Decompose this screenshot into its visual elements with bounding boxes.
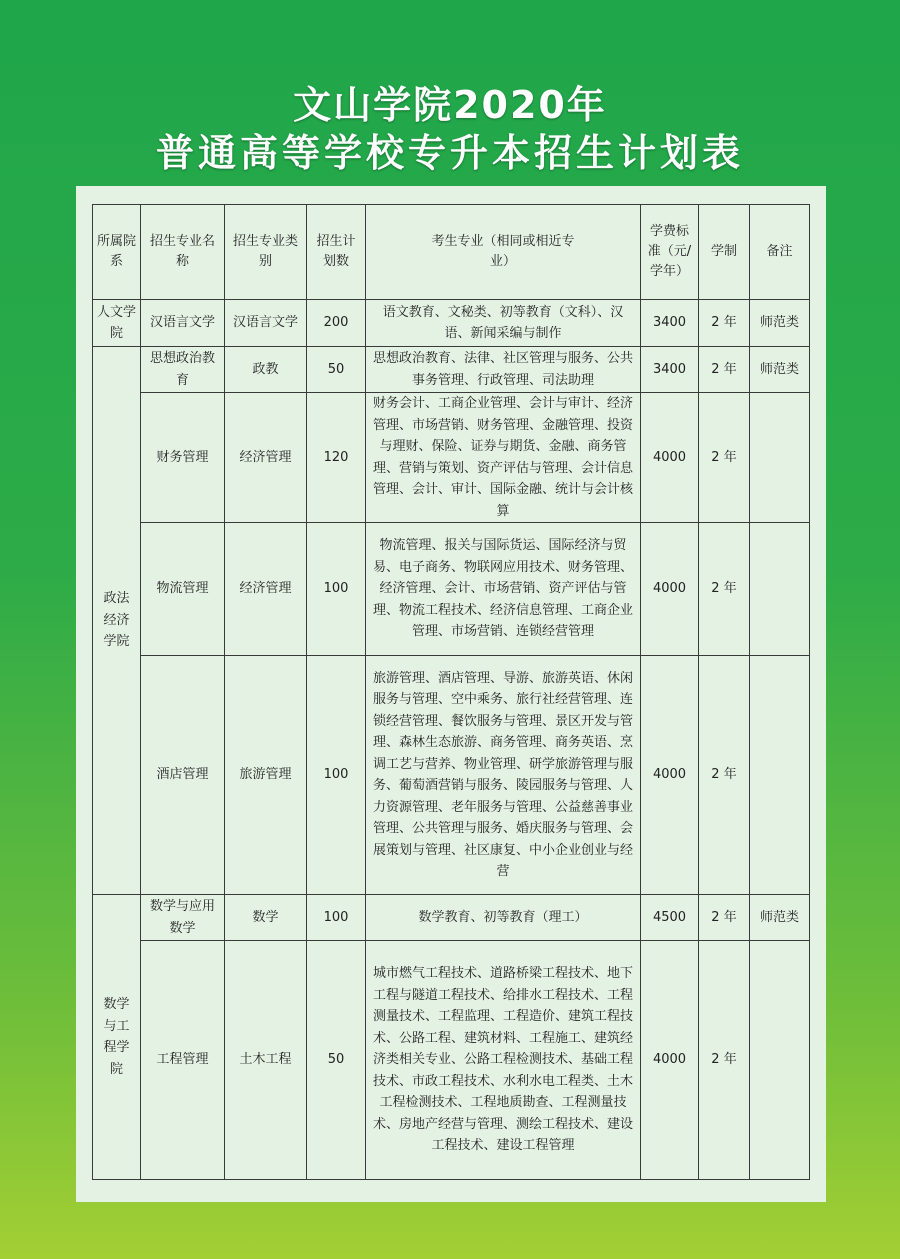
remark-cell: 师范类 — [750, 347, 810, 393]
table-row — [93, 895, 810, 941]
plan-count-cell: 100 — [307, 895, 366, 941]
duration-cell: 2 年 — [699, 393, 750, 523]
college-cell: 数学与工程学院 — [93, 895, 141, 1180]
source-major-cell: 思想政治教育、法律、社区管理与服务、公共事务管理、行政管理、司法助理 — [366, 347, 641, 393]
tuition-cell: 4000 — [641, 393, 699, 523]
tuition-cell: 3400 — [641, 300, 699, 347]
table-row — [93, 656, 810, 895]
title-line-1: 文山学院2020年 — [293, 83, 607, 127]
major-name-cell: 财务管理 — [141, 393, 225, 523]
duration-cell: 2 年 — [699, 347, 750, 393]
college-cell: 政法经济学院 — [93, 347, 141, 895]
header-major-name: 招生专业名称 — [141, 205, 225, 300]
remark-cell — [750, 656, 810, 895]
title-line-2: 普通高等学校专升本招生计划表 — [155, 131, 744, 175]
major-category-cell: 经济管理 — [225, 523, 307, 656]
tuition-cell: 4000 — [641, 523, 699, 656]
plan-count-cell: 50 — [307, 347, 366, 393]
major-name-cell: 思想政治教育 — [141, 347, 225, 393]
remark-cell: 师范类 — [750, 300, 810, 347]
remark-cell — [750, 523, 810, 656]
major-name-cell: 酒店管理 — [141, 656, 225, 895]
duration-cell: 2 年 — [699, 895, 750, 941]
remark-cell — [750, 393, 810, 523]
header-plan-count: 招生计划数 — [307, 205, 366, 300]
table-row — [93, 941, 810, 1180]
major-name-cell: 汉语言文学 — [141, 300, 225, 347]
header-major-category: 招生专业类别 — [225, 205, 307, 300]
tuition-cell: 4000 — [641, 656, 699, 895]
source-major-cell: 物流管理、报关与国际货运、国际经济与贸易、电子商务、物联网应用技术、财务管理、经济管理、会计、市场营销、资产评估与管理、物流工程技术、经济信息管理、工商企业管理、市场营销、连锁经营管理 — [366, 523, 641, 656]
source-major-cell: 城市燃气工程技术、道路桥梁工程技术、地下工程与隧道工程技术、给排水工程技术、工程测量技术、工程监理、工程造价、建筑工程技术、公路工程、建筑材料、工程施工、建筑经济类相关专业、公路工程检测技术、基础工程技术、市政工程技术、水利水电工程类、土木工程检测技术、工程地质勘查、工程测量技术、房地产经营与管理、测绘工程技术、建设工程技术、建设工程管理 — [366, 941, 641, 1180]
plan-count-cell: 100 — [307, 523, 366, 656]
duration-cell: 2 年 — [699, 656, 750, 895]
enrollment-plan-table — [92, 204, 810, 1180]
tuition-cell: 3400 — [641, 347, 699, 393]
source-major-cell: 财务会计、工商企业管理、会计与审计、经济管理、市场营销、财务管理、金融管理、投资与理财、保险、证券与期货、金融、商务管理、营销与策划、资产评估与管理、会计信息管理、会计、审计、国际金融、统计与会计核算 — [366, 393, 641, 523]
remark-cell: 师范类 — [750, 895, 810, 941]
duration-cell: 2 年 — [699, 523, 750, 656]
header-source-major: 考生专业（相同或相近专业） — [366, 205, 641, 300]
header-college: 所属院系 — [93, 205, 141, 300]
remark-cell — [750, 941, 810, 1180]
table-row — [93, 300, 810, 347]
source-major-cell: 语文教育、文秘类、初等教育（文科）、汉语、新闻采编与制作 — [366, 300, 641, 347]
plan-count-cell: 50 — [307, 941, 366, 1180]
table-header-row — [93, 205, 810, 300]
header-tuition: 学费标准（元/学年） — [641, 205, 699, 300]
table-row — [93, 393, 810, 523]
plan-count-cell: 200 — [307, 300, 366, 347]
major-category-cell: 数学 — [225, 895, 307, 941]
major-name-cell: 物流管理 — [141, 523, 225, 656]
source-major-cell: 数学教育、初等教育（理工） — [366, 895, 641, 941]
major-category-cell: 政教 — [225, 347, 307, 393]
tuition-cell: 4500 — [641, 895, 699, 941]
major-category-cell: 土木工程 — [225, 941, 307, 1180]
duration-cell: 2 年 — [699, 300, 750, 347]
major-name-cell: 数学与应用数学 — [141, 895, 225, 941]
table-row — [93, 347, 810, 393]
college-cell: 人文学院 — [93, 300, 141, 347]
duration-cell: 2 年 — [699, 941, 750, 1180]
header-duration: 学制 — [699, 205, 750, 300]
tuition-cell: 4000 — [641, 941, 699, 1180]
major-category-cell: 经济管理 — [225, 393, 307, 523]
header-remark: 备注 — [750, 205, 810, 300]
major-category-cell: 汉语言文学 — [225, 300, 307, 347]
plan-count-cell: 100 — [307, 656, 366, 895]
major-category-cell: 旅游管理 — [225, 656, 307, 895]
major-name-cell: 工程管理 — [141, 941, 225, 1180]
source-major-cell: 旅游管理、酒店管理、导游、旅游英语、休闲服务与管理、空中乘务、旅行社经营管理、连锁经营管理、餐饮服务与管理、景区开发与管理、森林生态旅游、商务管理、商务英语、烹调工艺与营养、物业管理、研学旅游管理与服务、葡萄酒营销与服务、陵园服务与管理、人力资源管理、老年服务与管理、公益慈善事业管理、公共管理与服务、婚庆服务与管理、会展策划与管理、社区康复、中小企业创业与经营 — [366, 656, 641, 895]
plan-count-cell: 120 — [307, 393, 366, 523]
table-row — [93, 523, 810, 656]
